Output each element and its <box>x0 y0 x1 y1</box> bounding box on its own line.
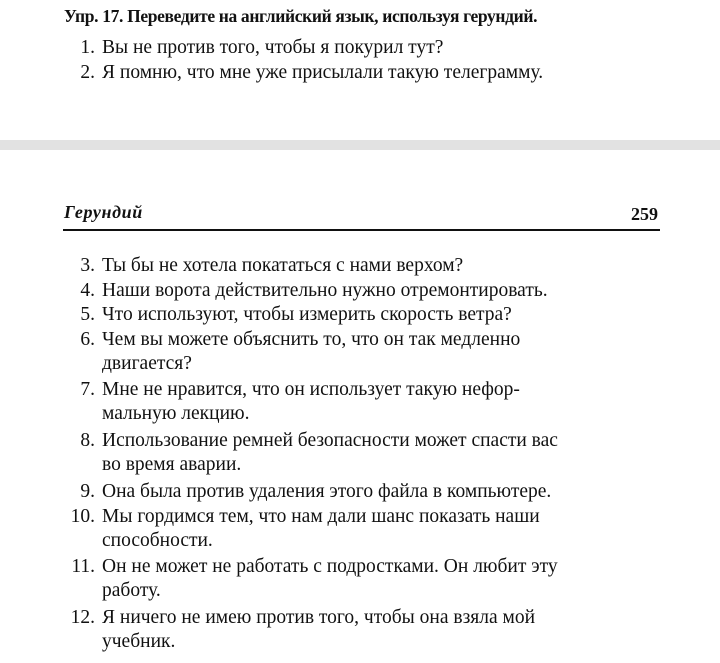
list-item <box>80 303 512 327</box>
list-item <box>80 378 520 426</box>
item-line: Он не может не работать с подростками. Он любит эту <box>102 556 558 577</box>
list-item <box>80 36 542 60</box>
item-line: Использование ремней безопасности может спасти вас <box>102 430 558 451</box>
item-number: 4. <box>80 280 95 301</box>
item-line: Мы гордимся тем, что нам дали шанс показать наши <box>102 506 540 527</box>
list-item <box>80 254 464 278</box>
exercise-heading: Упр. 17. Переведите на английский язык, используя герундий. <box>64 6 538 26</box>
header-rule <box>63 229 660 231</box>
page-gap <box>0 140 720 150</box>
item-number: 2. <box>80 62 95 83</box>
item-line: Мне не нравится, что он использует такую нефор- <box>102 379 520 400</box>
item-number: 5. <box>80 304 95 325</box>
page-running-title: Герундий <box>64 202 143 222</box>
list-item <box>71 555 558 603</box>
item-line: учебник. <box>102 631 176 652</box>
list-item <box>80 61 657 85</box>
item-line: работу. <box>102 580 161 601</box>
item-line: во время аварии. <box>102 454 242 475</box>
item-number: 6. <box>80 329 95 350</box>
list-item <box>70 505 540 553</box>
item-line: Я помню, что мне уже присылали такую телеграмму. <box>102 62 544 83</box>
item-line: двигается? <box>102 353 192 374</box>
item-number: 7. <box>80 379 95 400</box>
item-line: мальную лекцию. <box>102 403 250 424</box>
item-line: Что используют, чтобы измерить скорость ветра? <box>102 304 512 325</box>
item-number: 12. <box>70 607 95 628</box>
previous-page-fragment <box>0 0 720 118</box>
item-line: способности. <box>102 530 213 551</box>
item-number: 9. <box>80 481 95 502</box>
item-number: 10. <box>70 506 95 527</box>
item-line: Ты бы не хотела покататься с нами верхом? <box>102 255 464 276</box>
item-number: 8. <box>80 430 95 451</box>
item-line: Чем вы можете объяснить то, что он так медленно <box>102 329 521 350</box>
page-number: 259 <box>631 204 658 224</box>
item-line: Она была против удаления этого файла в компьютере. <box>102 481 552 502</box>
list-item <box>80 480 552 504</box>
item-line: Наши ворота действительно нужно отремонтировать. <box>102 280 548 301</box>
list-item <box>80 279 548 303</box>
item-line: Вы не против того, чтобы я покурил тут? <box>102 37 444 58</box>
item-number: 1. <box>80 37 95 58</box>
list-item <box>80 429 558 477</box>
list-item <box>80 328 521 376</box>
list-item <box>70 606 536 654</box>
item-number: 3. <box>80 255 95 276</box>
item-number: 11. <box>71 556 95 577</box>
item-line: Я ничего не имею против того, чтобы она взяла мой <box>102 607 536 628</box>
